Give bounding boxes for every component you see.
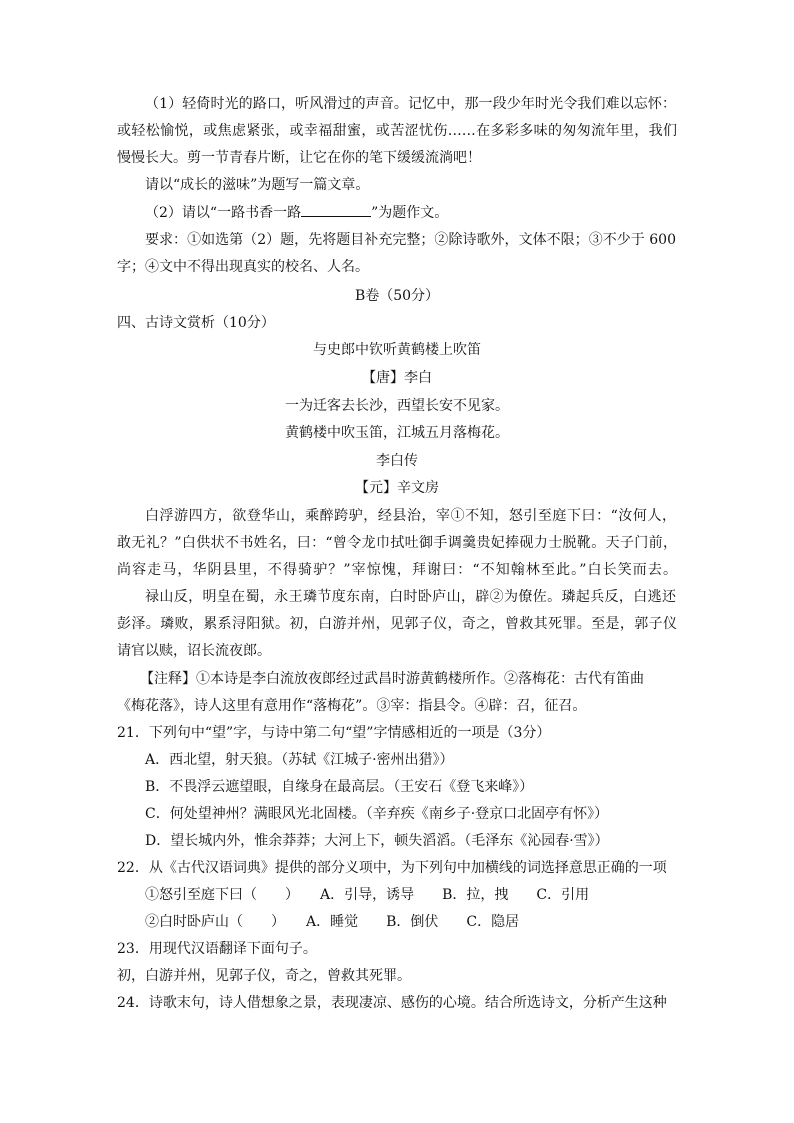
question-23-stem: 23．用现代汉语翻译下面句子。 [117, 941, 317, 957]
bio-author: 【元】辛文房 [355, 480, 439, 496]
section-b-heading: B卷（50分） [354, 288, 440, 304]
question-23-sentence: 初，白游并州，见郭子仪，奇之，曾救其死罪。 [117, 968, 411, 984]
question-22-item-1: ①怒引至庭下曰（ ） A．引导，诱导 B．拉，拽 C．引用 [145, 887, 590, 903]
bio-paragraph-2-line-3: 请官以赎，诏长流夜郎。 [117, 643, 271, 659]
composition-task-2-after: ”为题作文。 [371, 205, 449, 221]
poem-title: 与史郎中钦听黄鹤楼上吹笛 [313, 342, 481, 358]
question-21-option-c: C．何处望神州？满眼风光北固楼。（辛弃疾《南乡子·登京口北固亭有怀》） [145, 806, 609, 822]
question-21-stem: 21．下列句中“望”字，与诗中第二句“望”字情感相近的一项是（3分） [117, 725, 551, 741]
question-22-stem: 22．从《古代汉语词典》提供的部分义项中，为下列句中加横线的词选择意思正确的一项 [117, 860, 667, 876]
composition-requirements-line-2: 字；④文中不得出现真实的校名、人名。 [117, 259, 369, 275]
composition-task-1: 请以“成长的滋味”为题写一篇文章。 [145, 177, 370, 193]
poem-author: 【唐】李白 [362, 370, 432, 386]
bio-paragraph-1-line-1: 白浮游四方，欲登华山，乘醉跨驴，经县治，宰①不知，怒引至庭下曰：“汝何人， [145, 508, 676, 524]
title-blank-line [301, 202, 371, 217]
bio-paragraph-1-line-3: 尚容走马，华阴县里，不得骑驴？”宰惊愧，拜谢曰：“不知翰林至此。”白长笑而去。 [117, 562, 677, 578]
question-21-option-b: B．不畏浮云遮望眼，自缘身在最高层。（王安石《登飞来峰》） [145, 779, 534, 795]
question-21-option-a: A．西北望，射天狼。（苏轼《江城子·密州出猎》） [145, 752, 454, 768]
composition-task-2-before: （2）请以“一路书香一路 [145, 205, 302, 221]
question-24-stem: 24．诗歌末句，诗人借想象之景，表现凄凉、感伤的心境。结合所选诗文，分析产生这种 [117, 995, 667, 1011]
poem-line-2: 黄鹤楼中吹玉笛，江城五月落梅花。 [285, 425, 509, 441]
section-four-heading: 四、古诗文赏析（10分） [117, 315, 275, 331]
question-21-option-d: D．望长城内外，惟余莽莽；大河上下，顿失滔滔。（毛泽东《沁园春·雪》） [145, 833, 609, 849]
composition-prompt-line-2: 或轻松愉悦，或焦虑紧张，或幸福甜蜜，或苦涩忧伤……在多彩多味的匆匆流年里，我们 [117, 123, 677, 139]
question-22-item-2: ②白时卧庐山（ ） A．睡觉 B．倒伏 C．隐居 [145, 914, 520, 930]
composition-task-2 [145, 202, 705, 223]
bio-paragraph-2-line-1: 禄山反，明皇在蜀，永王璘节度东南，白时卧庐山，辟②为僚佐。璘起兵反，白逃还 [145, 589, 676, 605]
poem-line-1: 一为迁客去长沙，西望长安不见家。 [285, 398, 509, 414]
composition-prompt-line-3: 慢慢长大。剪一节青春片断，让它在你的笔下缓缓流淌吧！ [117, 150, 481, 166]
notes-line-1: 【注释】①本诗是李白流放夜郎经过武昌时游黄鹤楼所作。②落梅花：古代有笛曲 [140, 671, 644, 687]
composition-requirements-line-1: 要求：①如选第（2）题，先将题目补充完整；②除诗歌外，文体不限；③不少于 600 [145, 232, 676, 248]
notes-line-2: 《梅花落》，诗人这里有意用作“落梅花”。③宰：指县令。④辟：召，征召。 [117, 698, 587, 714]
bio-paragraph-1-line-2: 敢无礼？”白供状不书姓名，曰：“曾令龙巾拭吐御手调羹贵妃捧砚力士脱靴。天子门前， [117, 535, 677, 551]
bio-title: 李白传 [376, 453, 418, 469]
composition-prompt-line-1: （1）轻倚时光的路口，听风滑过的声音。记忆中，那一段少年时光令我们难以忘怀： [145, 96, 676, 112]
bio-paragraph-2-line-2: 彭泽。璘败，累系浔阳狱。初，白游并州，见郭子仪，奇之，曾救其死罪。至是，郭子仪 [117, 616, 677, 632]
